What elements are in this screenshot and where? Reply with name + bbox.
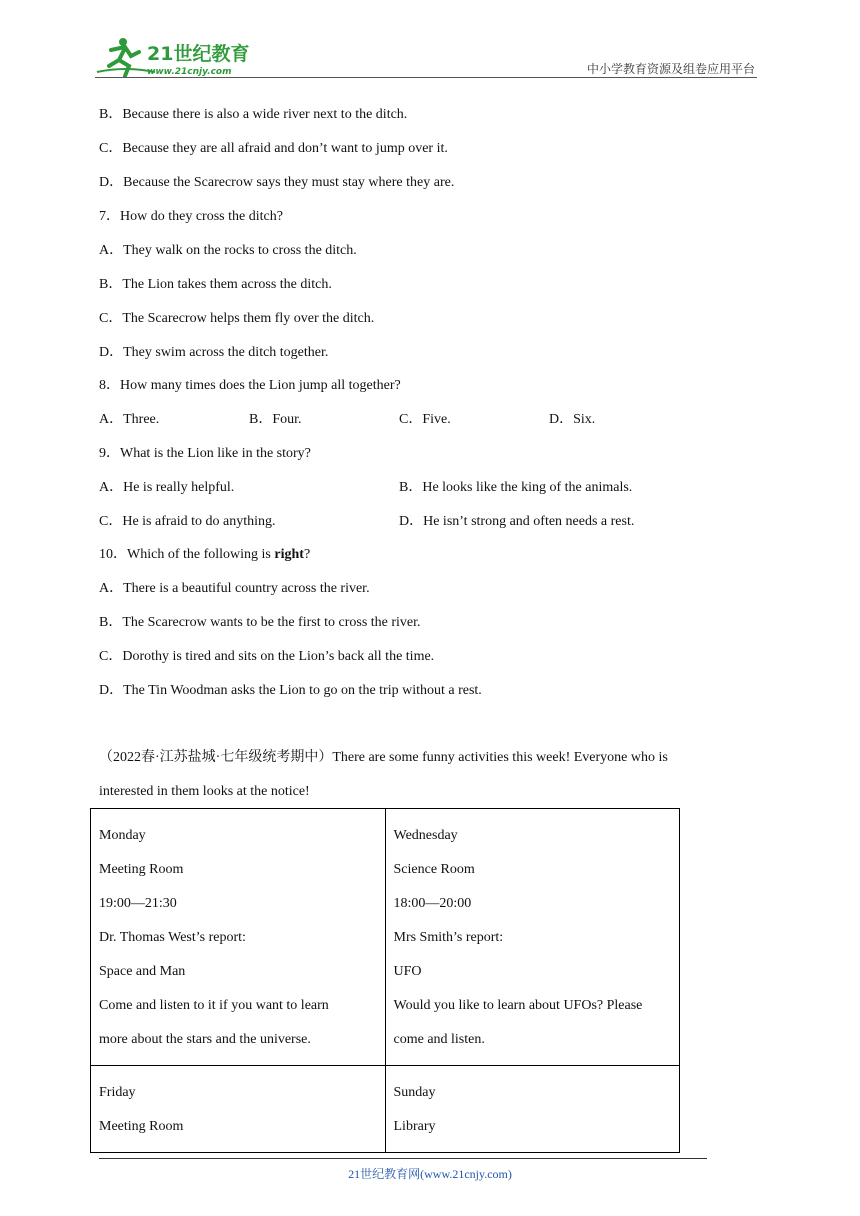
notice-time: 19:00—21:30 [99, 896, 177, 911]
q9-option-a: A．He is really helpful. [99, 480, 235, 495]
q7-stem: 7．How do they cross the ditch? [99, 209, 283, 224]
q9-option-b: B．He looks like the king of the animals. [399, 480, 633, 495]
notice-speaker: Dr. Thomas West’s report: [99, 930, 246, 945]
notice-desc-2: come and listen. [393, 1032, 485, 1047]
q6-option-d: D．Because the Scarecrow says they must stay where they are. [99, 175, 455, 190]
q6-option-b: B．Because there is also a wide river next to the ditch. [99, 107, 408, 122]
q8-option-b: B．Four. [249, 412, 302, 427]
notice-day: Friday [99, 1085, 136, 1100]
q7-option-d: D．They swim across the ditch together. [99, 345, 329, 360]
notice-day: Wednesday [393, 828, 458, 843]
logo-text: 21世纪教育 [147, 43, 250, 65]
q10-stem-suffix: ? [303, 547, 311, 562]
q8-option-d: D．Six. [549, 412, 596, 427]
notice-topic: Space and Man [99, 964, 186, 979]
notice-place: Science Room [393, 862, 475, 877]
notice-speaker: Mrs Smith’s report: [393, 930, 504, 945]
passage-intro-line-1: （2022春·江苏盐城·七年级统考期中）There are some funny activities this week! Everyone who is [99, 750, 668, 765]
q8-stem: 8．How many times does the Lion jump all together? [99, 378, 401, 393]
passage-intro-line-2: interested in them looks at the notice! [99, 784, 310, 799]
header-platform-text: 中小学教育资源及组卷应用平台 [586, 62, 755, 76]
notice-row [91, 809, 680, 1066]
q9-stem: 9．What is the Lion like in the story? [99, 446, 311, 461]
q8-option-c: C．Five. [399, 412, 451, 427]
q10-option-c: C．Dorothy is tired and sits on the Lion’s back all the time. [99, 649, 435, 664]
notice-cell-friday [91, 1066, 386, 1153]
notice-place: Meeting Room [99, 1119, 184, 1134]
notice-place: Meeting Room [99, 862, 184, 877]
notice-place: Library [393, 1119, 436, 1134]
q7-option-c: C．The Scarecrow helps them fly over the ditch. [99, 311, 375, 326]
notice-cell-monday [91, 809, 386, 1066]
footer-divider [99, 1158, 707, 1159]
q10-option-a: A．There is a beautiful country across the river. [99, 581, 370, 596]
q8-option-a: A．Three. [99, 412, 160, 427]
notice-day: Sunday [393, 1085, 436, 1100]
notice-cell-wednesday [385, 809, 680, 1066]
q10-stem-prefix: 10．Which of the following is [99, 547, 275, 562]
q6-option-c: C．Because they are all afraid and don’t want to jump over it. [99, 141, 448, 156]
footer-text: 21世纪教育网(www.21cnjy.com) [348, 1167, 512, 1181]
notice-desc-2: more about the stars and the universe. [99, 1032, 311, 1047]
q9-option-d: D．He isn’t strong and often needs a rest. [399, 514, 635, 529]
q10-option-b: B．The Scarecrow wants to be the first to cross the river. [99, 615, 421, 630]
notice-row [91, 1066, 680, 1153]
header-divider [95, 77, 757, 78]
notice-cell-sunday [385, 1066, 680, 1153]
q7-option-b: B．The Lion takes them across the ditch. [99, 277, 332, 292]
notice-table [90, 808, 680, 1153]
notice-desc-1: Would you like to learn about UFOs? Please [393, 998, 643, 1013]
notice-time: 18:00—20:00 [393, 896, 472, 911]
logo-url: www.21cnjy.com [147, 67, 232, 77]
q7-option-a: A．They walk on the rocks to cross the ditch. [99, 243, 357, 258]
q10-stem-bold: right [274, 547, 304, 562]
q9-option-c: C．He is afraid to do anything. [99, 514, 276, 529]
q10-stem [99, 546, 310, 564]
notice-desc-1: Come and listen to it if you want to learn [99, 998, 329, 1013]
q10-option-d: D．The Tin Woodman asks the Lion to go on the trip without a rest. [99, 683, 482, 698]
notice-topic: UFO [393, 964, 422, 979]
site-logo [95, 36, 260, 78]
notice-day: Monday [99, 828, 146, 843]
